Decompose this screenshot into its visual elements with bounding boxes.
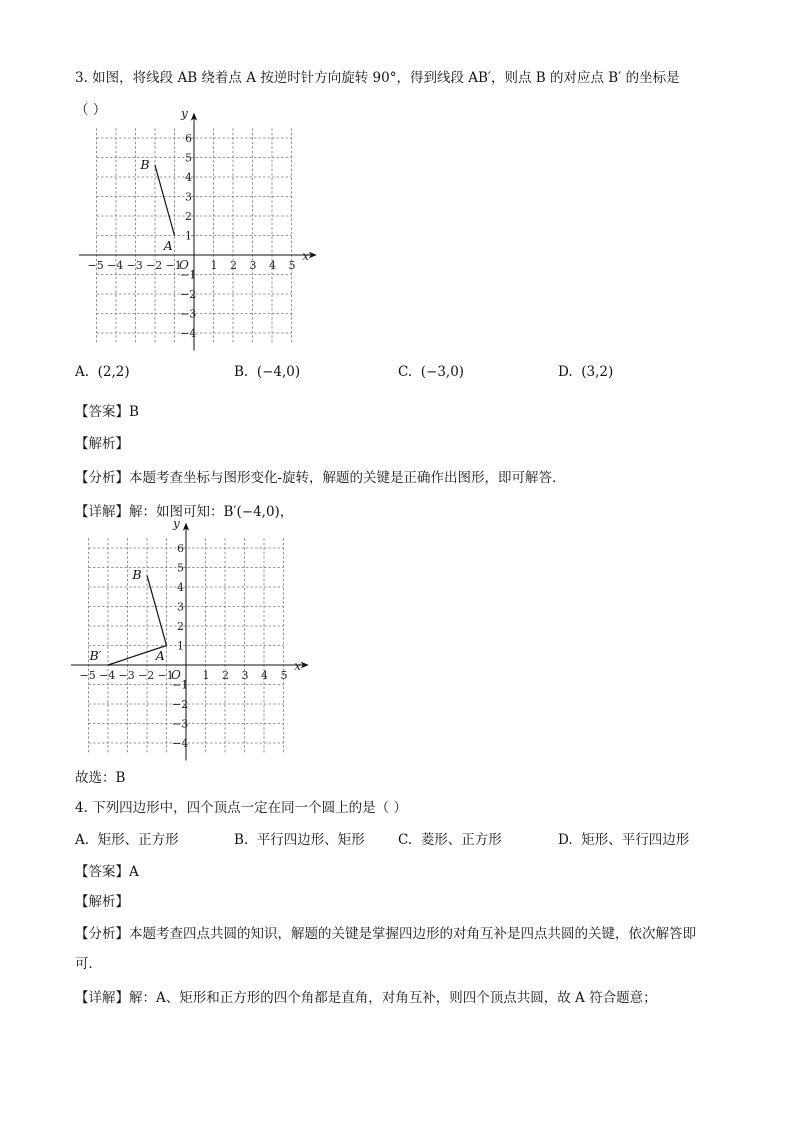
y-tick-label: 3 [177,600,184,614]
y-tick-label: −1 [172,678,189,692]
x-tick-label: −2 [146,259,163,272]
y-tick-label: −3 [172,717,189,731]
q3-option-a: A. (2,2) [75,364,130,380]
q4-stem: 4. 下列四边形中，四个顶点一定在同一个圆上的是（ ） [75,800,407,816]
q4-option-d: D. 矩形、平行四边形 [558,832,690,848]
x-tick-label: −3 [126,259,143,272]
x-tick-label: 3 [249,259,257,272]
origin-label: O [179,258,189,272]
x-tick-label: 1 [210,259,218,272]
q4-analysis-heading: 【解析】 [75,894,129,910]
q4-option-c: C. 菱形、正方形 [398,832,502,848]
x-tick-label: −4 [99,669,116,682]
x-tick-label: 2 [230,259,237,272]
x-axis-label: x [302,249,310,263]
y-tick-label: −4 [172,737,189,750]
y-tick-label: 2 [177,620,184,633]
q4-option-b: B. 平行四边形、矩形 [234,832,365,848]
x-tick-label: 1 [202,669,210,682]
coordinate-grid-2 [70,516,320,768]
y-tick-label: 3 [185,190,192,204]
point-b-label: B [140,157,150,173]
point-a-label: A [163,238,173,254]
q4-fenxi-line1: 【分析】本题考查四点共圆的知识，解题的关键是掌握四边形的对角互补是四点共圆的关键，依次解答即 [75,926,696,942]
y-tick-label: −4 [180,327,197,340]
y-tick-label: 1 [185,229,192,243]
q4-xiangjie: 【详解】解：A、矩形和正方形的四个角都是直角，对角互补，则四个顶点共圆，故 A 符合题意； [75,990,657,1006]
y-tick-label: −1 [180,268,197,282]
q3-fenxi: 【分析】本题考查坐标与图形变化-旋转，解题的关键是正确作出图形，即可解答． [75,470,566,486]
q3-stem: 3. 如图，将线段 AB 绕着点 A 按逆时针方向旋转 90°，得到线段 AB′，则点 B 的对应点 B′ 的坐标是 [75,70,680,86]
point-a-label: A [155,648,165,664]
q3-blank: （ ） [75,102,107,118]
origin-label: O [171,668,181,682]
x-tick-label: −5 [79,669,96,682]
segment-ab [155,165,175,235]
coordinate-grid-1 [78,106,328,358]
x-tick-label: −5 [87,259,104,272]
x-tick-label: −4 [107,259,124,272]
y-tick-label: −2 [180,288,197,301]
q3-figure-2 [70,516,320,768]
x-tick-label: −2 [138,669,155,682]
q3-option-c: C. (−3,0) [398,364,465,380]
q3-option-d: D. (3,2) [558,364,614,380]
y-tick-label: −3 [180,307,197,321]
x-tick-label: −3 [118,669,135,682]
y-tick-label: 5 [177,561,184,575]
x-tick-label: 3 [241,669,249,682]
q3-analysis-heading: 【解析】 [75,436,129,452]
point-b-label: B [132,567,142,583]
y-axis-label: y [181,106,188,121]
x-axis-label: x [294,659,302,673]
q3-conclusion: 故选：B [75,770,126,786]
x-tick-label: 5 [280,669,288,682]
x-tick-label: 5 [288,259,296,272]
x-tick-label: −1 [157,669,174,682]
y-tick-label: −2 [172,698,189,711]
q4-option-a: A. 矩形、正方形 [75,832,179,848]
x-tick-label: −1 [165,259,182,272]
x-tick-label: 4 [261,669,268,682]
y-tick-label: 4 [177,581,184,594]
y-tick-label: 6 [185,132,192,145]
q3-xiangjie: 【详解】解：如图可知：B′(−4,0)， [75,504,294,520]
q3-answer: 【答案】B [75,404,139,420]
q4-fenxi-line2: 可． [75,956,102,972]
x-tick-label: 4 [269,259,276,272]
y-tick-label: 5 [185,151,192,165]
q3-figure-1 [78,106,328,358]
point-b-prime-label: B′ [89,648,102,664]
q4-answer: 【答案】A [75,864,139,880]
q3-option-b: B. (−4,0) [234,364,301,380]
y-tick-label: 2 [185,210,192,223]
y-tick-label: 4 [185,171,192,184]
y-axis-label: y [173,516,180,531]
segment-ab [147,575,167,645]
y-tick-label: 1 [177,639,184,653]
x-tick-label: 2 [222,669,229,682]
y-tick-label: 6 [177,542,184,555]
